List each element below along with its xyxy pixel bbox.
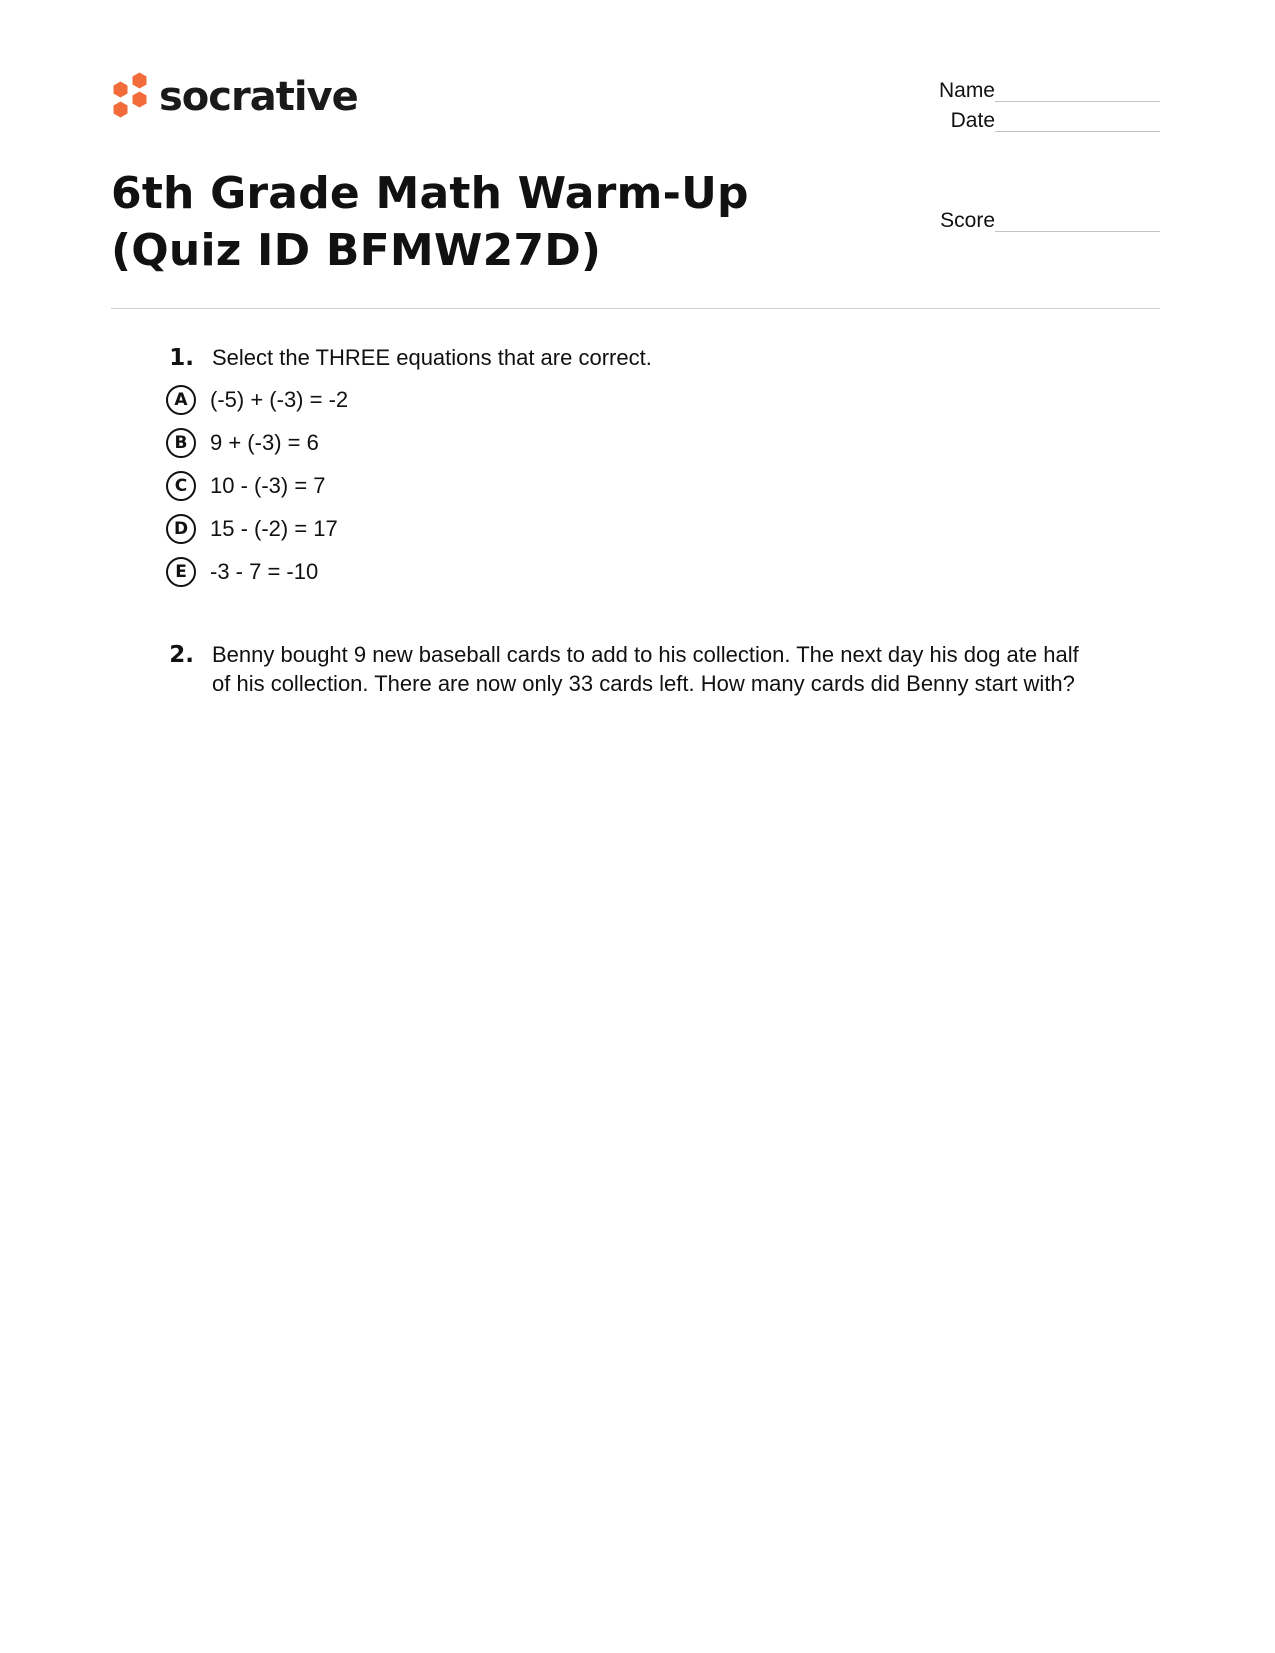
score-field [860,204,1160,234]
option-text: 10 - (-3) = 7 [210,473,326,498]
name-line [995,101,1160,102]
answer-options [160,378,1120,593]
socrative-hexagon-icon [111,72,149,122]
option-a [160,378,1120,421]
option-letter-badge: C [166,471,196,501]
question-2 [160,640,1120,698]
date-field [860,104,1160,134]
name-field [860,74,1160,104]
hexagon-shape [133,92,147,108]
socrative-logo [111,72,358,122]
option-letter-badge: D [166,514,196,544]
option-text: (-5) + (-3) = -2 [210,387,349,412]
header-divider [111,308,1160,309]
option-letter-badge: A [166,385,196,415]
date-label: Date [950,109,995,132]
hexagon-shape [114,82,128,98]
hexagon-shape [133,73,147,89]
score-line [995,231,1160,232]
question-text: Select the THREE equations that are correct. [212,345,652,370]
page-title: 6th Grade Math Warm-Up (Quiz ID BFMW27D) [111,168,749,276]
question-1 [160,343,1120,593]
option-d [160,507,1120,550]
option-text: 9 + (-3) = 6 [210,430,319,455]
option-letter-badge: E [166,557,196,587]
hexagon-shape [114,102,128,118]
brand-name: socrative [159,74,358,120]
option-text: -3 - 7 = -10 [210,559,319,584]
name-label: Name [938,79,995,102]
option-c [160,464,1120,507]
option-text: 15 - (-2) = 17 [210,516,338,541]
date-line [995,131,1160,132]
question-number: 2. [169,642,194,668]
question-number: 1. [169,345,194,371]
score-label: Score [940,209,995,232]
option-b [160,421,1120,464]
option-e [160,550,1120,593]
option-letter-badge: B [166,428,196,458]
question-text: Benny bought 9 new baseball cards to add to his collection. The next day his dog ate half of his collection. There are now only 33 cards left. How many cards did Benny start with? [212,642,1079,696]
